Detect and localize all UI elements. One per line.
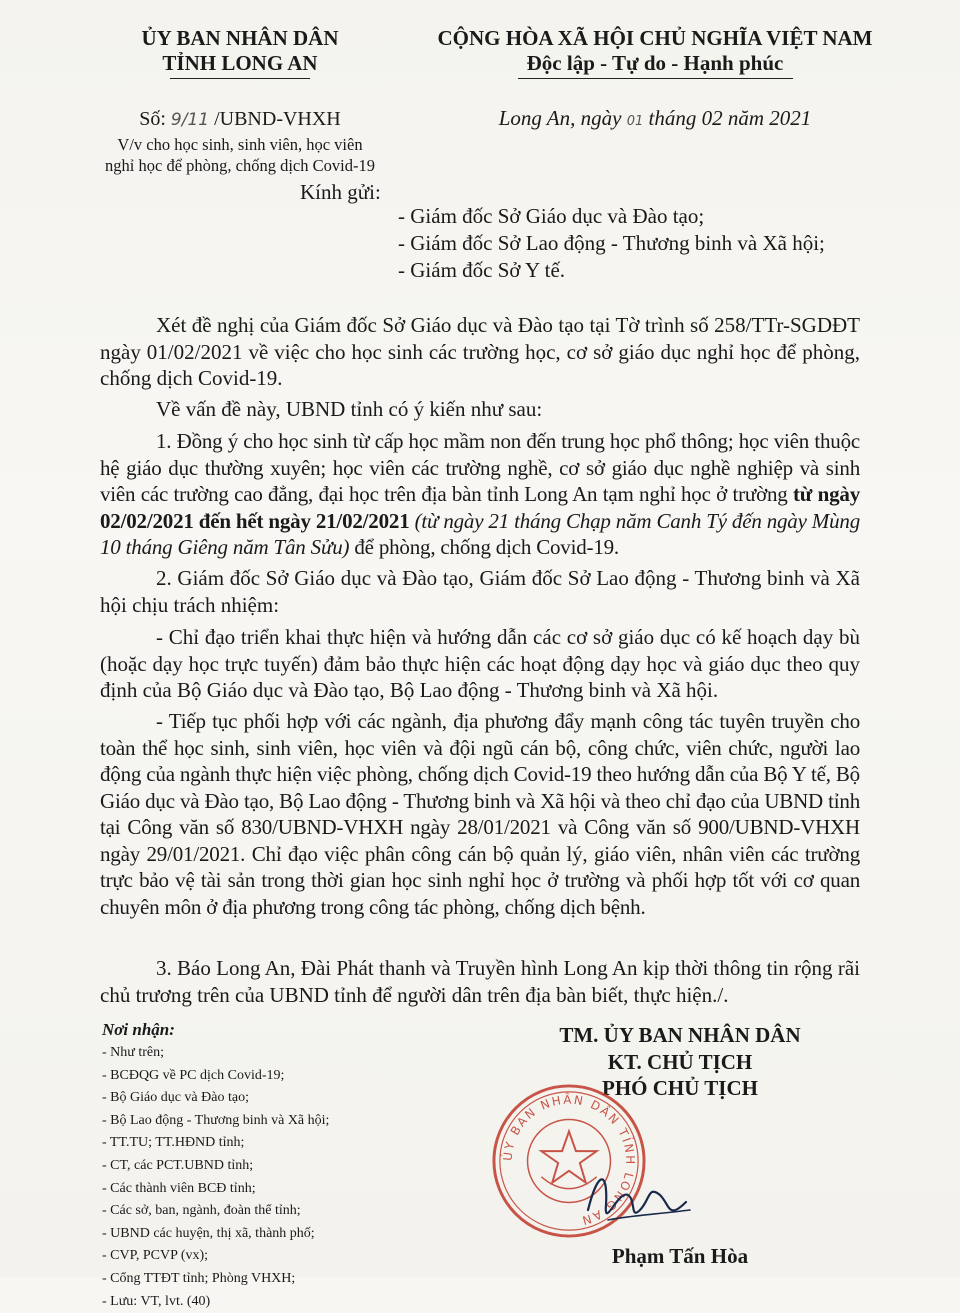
document-subject	[60, 134, 420, 176]
distribution-item: - Bộ Lao động - Thương binh và Xã hội;	[102, 1112, 330, 1128]
org-province: TỈNH LONG AN	[162, 51, 318, 75]
distribution-item: - Bộ Giáo dục và Đào tạo;	[102, 1090, 249, 1106]
distribution-item: - Cổng TTĐT tỉnh; Phòng VHXH;	[102, 1270, 296, 1286]
nation-name: CỘNG HÒA XÃ HỘI CHỦ NGHĨA VIỆT NAM	[437, 26, 873, 50]
recipient-item: - Giám đốc Sở Y tế.	[398, 258, 566, 282]
distribution-item: - Các thành viên BCĐ tỉnh;	[102, 1180, 256, 1196]
p3-lunar-italic: (từ ngày 21 tháng Chạp năm Canh Tý đến ngày Mùng 10 tháng Giêng năm Tân Sửu)	[100, 508, 860, 559]
body-paragraph-2: Về vấn đề này, UBND tỉnh có ý kiến như sau:	[156, 397, 543, 421]
date-prefix: Long An, ngày	[498, 106, 627, 130]
body-paragraph-4: 2. Giám đốc Sở Giáo dục và Đào tạo, Giám đốc Sở Lao động - Thương binh và Xã hội chịu trách nhiệm:	[100, 566, 860, 617]
document-date	[420, 106, 890, 131]
p3-dates-bold: từ ngày 02/02/2021 đến hết ngày 21/02/2021	[100, 482, 861, 533]
distribution-list	[102, 1042, 329, 1313]
distribution-item: - BCĐQG về PC dịch Covid-19;	[102, 1067, 285, 1083]
p3-end: để phòng, chống dịch Covid-19.	[349, 535, 619, 559]
issuing-authority	[60, 26, 420, 79]
distribution-title: Nơi nhận:	[102, 1020, 175, 1039]
motto-underline	[518, 78, 793, 79]
subject-line-2: nghỉ học để phòng, chống dịch Covid-19	[105, 156, 375, 175]
body-paragraph-1: Xét đề nghị của Giám đốc Sở Giáo dục và Đào tạo tại Tờ trình số 258/TTr-SGDĐT ngày 01/02/2021 về việc cho học sinh các trường học, cơ sở giáo dục nghỉ học để phòng, chống dịch Covid-19.	[100, 313, 860, 390]
distribution-item: - Các sở, ban, ngành, đoàn thể tỉnh;	[102, 1203, 301, 1219]
signature-title-2: KT. CHỦ TỊCH	[607, 1049, 753, 1074]
signature-title-3: PHÓ CHỦ TỊCH	[602, 1076, 758, 1100]
recipient-item: - Giám đốc Sở Lao động - Thương binh và Xã hội;	[398, 231, 825, 255]
body-paragraph-5: - Chỉ đạo triển khai thực hiện và hướng dẫn các cơ sở giáo dục có kế hoạch dạy bù (hoặc dạy học trực tuyến) đảm bảo thực hiện các hoạt động dạy học và giáo dục theo quy định của Bộ Giáo dục và Đào tạo, Bộ Lao động - Thương binh và Xã hội.	[100, 625, 860, 702]
org-underline	[170, 78, 310, 79]
doc-number-suffix: /UBND-VHXH	[209, 108, 341, 130]
date-day: 01	[626, 114, 644, 129]
national-header	[405, 26, 905, 79]
distribution-item: - Như trên;	[102, 1045, 165, 1060]
distribution-item: - Lưu: VT, lvt. (40)	[102, 1293, 211, 1309]
signer-name: Phạm Tấn Hòa	[611, 1244, 749, 1268]
salutation: Kính gửi:	[300, 180, 381, 204]
body-paragraph-6: - Tiếp tục phối hợp với các ngành, địa phương đẩy mạnh công tác tuyên truyền cho toàn thể học sinh, sinh viên, học viên và đội ngũ cán bộ, công chức, viên chức, người lao động của ngành thực hiện việc phòng, chống dịch Covid-19 theo hướng dẫn của Bộ Y tế, Bộ Giáo dục và Đào tạo, Bộ Lao động - Thương binh và Xã hội và theo chỉ đạo của UBND tỉnh tại Công văn số 830/UBND-VHXH ngày 28/01/2021 và Công văn số 900/UBND-VHXH ngày 29/01/2021. Chỉ đạo việc phân công cán bộ quản lý, giáo viên, nhân viên các trường trực bảo vệ tài sản trong thời gian học sinh nghỉ học ở trường và phối hợp tốt với cơ quan chuyên môn ở địa phương trong công tác phòng, chống dịch bệnh.	[100, 709, 860, 919]
doc-number-handwritten: 9/11	[170, 110, 210, 130]
distribution-item: - CVP, PCVP (vx);	[102, 1248, 209, 1264]
document-number	[60, 108, 420, 131]
p3-text: 1. Đồng ý cho học sinh từ cấp học mầm non đến trung học phổ thông; học viên thuộc hệ giáo dục thường xuyên; học viên các trường nghề, cơ sở giáo dục nghề nghiệp và sinh viên các trường cao đẳng, đại học trên địa bàn tỉnh Long An tạm nghỉ học ở trường	[100, 429, 860, 506]
doc-number-prefix: Số:	[139, 108, 171, 130]
distribution-item: - CT, các PCT.UBND tỉnh;	[102, 1157, 254, 1173]
nation-motto: Độc lập - Tự do - Hạnh phúc	[526, 51, 784, 75]
handwritten-signature-icon	[578, 1150, 698, 1240]
seal-text: ỦY BAN NHÂN DÂN TỈNH LONG AN	[500, 1092, 638, 1229]
signature-title-1: TM. ỦY BAN NHÂN DÂN	[559, 1023, 801, 1047]
recipient-item: - Giám đốc Sở Giáo dục và Đào tạo;	[398, 204, 705, 228]
date-suffix: tháng 02 năm 2021	[643, 106, 812, 130]
subject-line-1: V/v cho học sinh, sinh viên, học viên	[117, 135, 363, 154]
distribution-item: - UBND các huyện, thị xã, thành phố;	[102, 1225, 315, 1241]
org-name: ỦY BAN NHÂN DÂN	[141, 26, 339, 50]
distribution-item: - TT.TU; TT.HĐND tỉnh;	[102, 1135, 245, 1151]
body-paragraph-3	[100, 428, 860, 561]
body-paragraph-7: 3. Báo Long An, Đài Phát thanh và Truyền hình Long An kịp thời thông tin rộng rãi chủ trương trên của UBND tỉnh để người dân trên địa bàn biết, thực hiện./.	[100, 956, 860, 1007]
